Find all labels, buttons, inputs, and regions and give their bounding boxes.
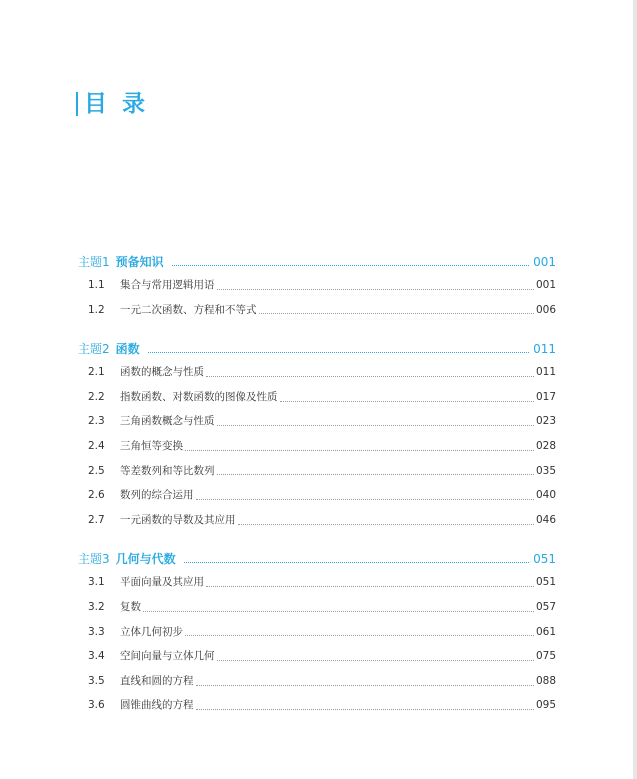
dot-leader bbox=[280, 401, 534, 402]
section-title: 立体几何初步 bbox=[120, 625, 183, 638]
dot-leader bbox=[185, 450, 534, 451]
section-title: 等差数列和等比数列 bbox=[120, 464, 215, 477]
page-number: 046 bbox=[535, 513, 556, 526]
toc-entry[interactable] bbox=[78, 673, 556, 698]
page-edge bbox=[633, 0, 637, 779]
dot-leader bbox=[196, 499, 534, 500]
section-title: 一元二次函数、方程和不等式 bbox=[120, 303, 257, 316]
toc-entry[interactable] bbox=[78, 697, 556, 722]
dot-leader bbox=[196, 685, 534, 686]
section-number: 2.2 bbox=[88, 390, 105, 403]
page-number: 088 bbox=[535, 674, 556, 687]
toc-entry[interactable] bbox=[78, 413, 556, 438]
section-title: 数列的综合运用 bbox=[120, 489, 194, 502]
page-number: 057 bbox=[535, 600, 556, 613]
toc-entry[interactable] bbox=[78, 648, 556, 673]
page-number: 001 bbox=[533, 255, 556, 269]
dot-leader bbox=[217, 660, 534, 661]
section-number: 2.3 bbox=[88, 415, 105, 428]
dot-leader bbox=[185, 635, 534, 636]
section-title: 平面向量及其应用 bbox=[120, 576, 204, 589]
section-title: 圆锥曲线的方程 bbox=[120, 699, 194, 712]
section-title: 直线和圆的方程 bbox=[120, 674, 194, 687]
page-number: 051 bbox=[533, 552, 556, 567]
section-number: 3.2 bbox=[88, 600, 105, 613]
section-number: 3.6 bbox=[88, 699, 105, 712]
section-number: 2.1 bbox=[88, 366, 105, 379]
page-number: 006 bbox=[535, 303, 556, 316]
theme-name: 函数 bbox=[115, 342, 140, 357]
page-number: 095 bbox=[535, 699, 556, 712]
toc-theme-3[interactable] bbox=[78, 550, 556, 574]
page-number: 011 bbox=[533, 342, 556, 357]
dot-leader bbox=[143, 611, 534, 612]
theme-name: 预备知识 bbox=[115, 255, 164, 269]
page-number: 051 bbox=[535, 576, 556, 589]
section-title: 复数 bbox=[120, 600, 141, 613]
page-number: 028 bbox=[535, 439, 556, 452]
section-title: 集合与常用逻辑用语 bbox=[120, 279, 215, 291]
dot-leader bbox=[206, 586, 534, 587]
theme-number: 主题2 bbox=[78, 342, 110, 357]
dot-leader bbox=[238, 524, 534, 525]
toc-entry[interactable] bbox=[78, 277, 556, 302]
dot-leader bbox=[259, 313, 534, 314]
section-number: 2.5 bbox=[88, 464, 105, 477]
dot-leader bbox=[148, 352, 529, 353]
section-title: 三角恒等变换 bbox=[120, 439, 183, 452]
theme-number: 主题1 bbox=[78, 255, 110, 269]
toc-entry[interactable] bbox=[78, 389, 556, 414]
toc-entry[interactable] bbox=[78, 624, 556, 649]
toc-entry[interactable] bbox=[78, 438, 556, 463]
section-number: 1.1 bbox=[88, 279, 105, 291]
section-title: 函数的概念与性质 bbox=[120, 366, 204, 379]
page-number: 011 bbox=[535, 366, 556, 379]
toc-title: 目录 bbox=[84, 90, 160, 117]
page-number: 023 bbox=[535, 415, 556, 428]
section-number: 3.5 bbox=[88, 674, 105, 687]
page-number: 001 bbox=[535, 279, 556, 291]
toc-theme-1[interactable] bbox=[78, 253, 556, 277]
theme-name: 几何与代数 bbox=[115, 552, 176, 567]
section-number: 2.4 bbox=[88, 439, 105, 452]
section-number: 1.2 bbox=[88, 303, 105, 316]
title-accent-bar bbox=[76, 92, 78, 116]
toc-heading bbox=[76, 92, 160, 116]
page-number: 040 bbox=[535, 489, 556, 502]
section-number: 3.1 bbox=[88, 576, 105, 589]
toc-entry[interactable] bbox=[78, 574, 556, 599]
theme-number: 主题3 bbox=[78, 552, 110, 567]
page-number: 061 bbox=[535, 625, 556, 638]
dot-leader bbox=[217, 289, 534, 290]
toc-entry[interactable] bbox=[78, 302, 556, 327]
table-of-contents bbox=[78, 253, 556, 722]
toc-entry[interactable] bbox=[78, 487, 556, 512]
page-number: 075 bbox=[535, 650, 556, 663]
toc-entry[interactable] bbox=[78, 599, 556, 624]
toc-entry[interactable] bbox=[78, 364, 556, 389]
section-title: 指数函数、对数函数的图像及性质 bbox=[120, 390, 278, 403]
page-number: 017 bbox=[535, 390, 556, 403]
section-title: 三角函数概念与性质 bbox=[120, 415, 215, 428]
section-title: 一元函数的导数及其应用 bbox=[120, 513, 236, 526]
section-number: 2.7 bbox=[88, 513, 105, 526]
page-number: 035 bbox=[535, 464, 556, 477]
dot-leader bbox=[184, 562, 529, 563]
section-number: 2.6 bbox=[88, 489, 105, 502]
section-number: 3.3 bbox=[88, 625, 105, 638]
dot-leader bbox=[196, 709, 534, 710]
dot-leader bbox=[172, 265, 529, 266]
section-number: 3.4 bbox=[88, 650, 105, 663]
dot-leader bbox=[217, 425, 534, 426]
toc-entry[interactable] bbox=[78, 512, 556, 537]
dot-leader bbox=[206, 376, 534, 377]
toc-theme-2[interactable] bbox=[78, 340, 556, 364]
section-title: 空间向量与立体几何 bbox=[120, 650, 215, 663]
toc-entry[interactable] bbox=[78, 463, 556, 488]
dot-leader bbox=[217, 474, 534, 475]
